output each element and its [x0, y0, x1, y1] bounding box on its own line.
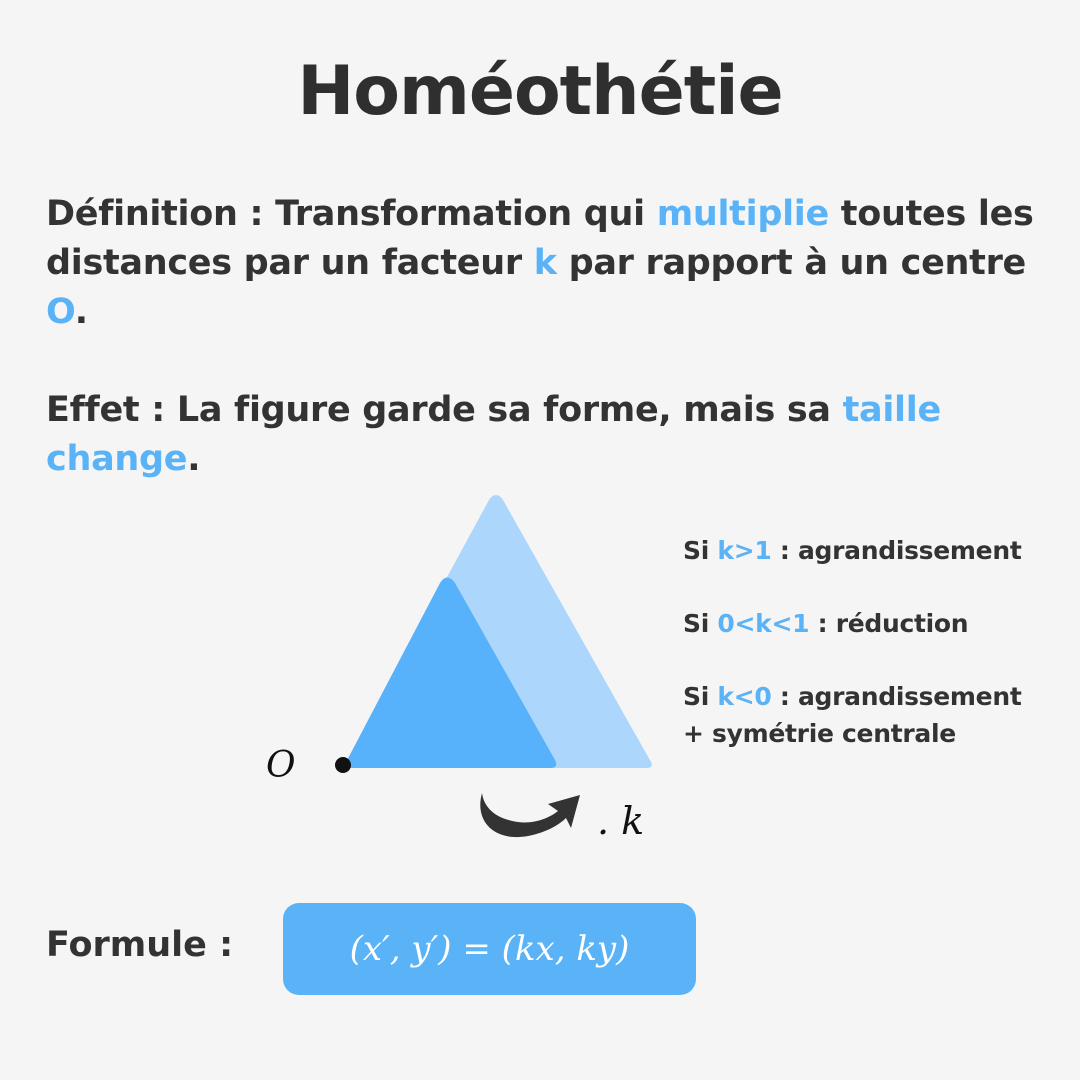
rule-prefix: Si — [683, 536, 718, 565]
rule-text: : agrandissement — [771, 536, 1022, 565]
definition-text-3: par rapport à un centre — [556, 243, 1026, 283]
rule-reduction — [683, 605, 1073, 642]
definition-highlight-multiplie: multiplie — [656, 194, 829, 234]
rule-condition: 0<k<1 — [717, 609, 810, 638]
rule-prefix: Si — [683, 682, 718, 711]
rule-enlargement — [683, 532, 1073, 569]
formula-expression: (x′, y′) = (kx, ky) — [349, 929, 630, 969]
definition-highlight-k: k — [533, 243, 557, 283]
page-title: Homéothétie — [297, 52, 783, 131]
effect-text-1: La figure garde sa forme, mais sa — [176, 390, 843, 430]
factor-label-k: . k — [597, 799, 645, 843]
center-label-o: O — [266, 745, 296, 786]
rule-condition: k<0 — [717, 682, 772, 711]
effect-text-2: . — [187, 439, 201, 479]
formula-label: Formule : — [46, 925, 234, 965]
rules-list — [683, 532, 1073, 752]
center-point-o — [335, 757, 351, 773]
rule-negative — [683, 678, 1073, 752]
rule-prefix: Si — [683, 609, 718, 638]
definition-text-4: . — [74, 292, 88, 332]
effect-label: Effet : — [46, 390, 177, 430]
rule-extra: + symétrie centrale — [683, 719, 956, 748]
rule-condition: k>1 — [717, 536, 772, 565]
definition-label: Définition : — [46, 194, 276, 234]
definition-text-1: Transformation qui — [275, 194, 657, 234]
definition-text-2: toutes les distances par un facteur — [46, 194, 1034, 283]
rule-text: : agrandissement — [771, 682, 1022, 711]
scale-arrow-icon — [480, 793, 580, 837]
effect-highlight-taille-change: taille change — [46, 390, 941, 479]
rule-text: : réduction — [809, 609, 969, 638]
definition-highlight-o: O — [46, 292, 75, 332]
formula-box — [283, 903, 696, 995]
